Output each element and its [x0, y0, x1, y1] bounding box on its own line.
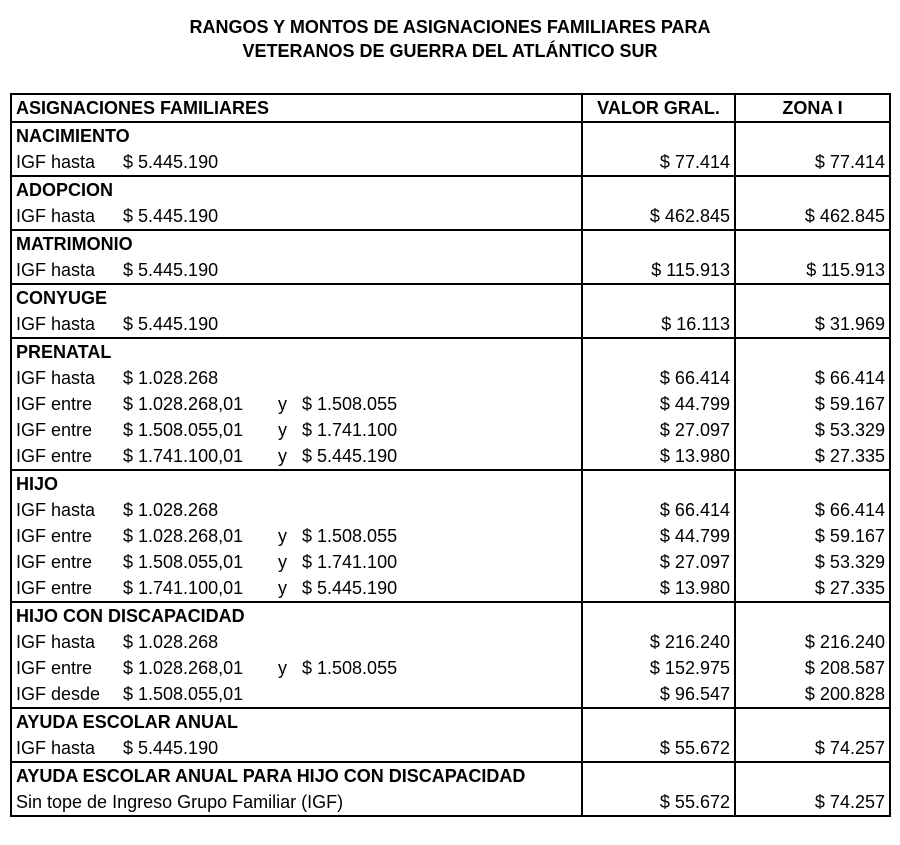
category-valor-empty: [582, 762, 735, 789]
range-cell: [11, 365, 582, 391]
category-row: [11, 176, 890, 203]
valor-gral-cell: $ 55.672: [582, 789, 735, 816]
valor-gral-cell: $ 152.975: [582, 655, 735, 681]
category-valor-empty: [582, 708, 735, 735]
range-label: IGF entre: [16, 446, 93, 466]
table-row: [11, 549, 890, 575]
range-cell: [11, 549, 582, 575]
range-to: $ 1.741.100: [302, 552, 398, 572]
range-cell: [11, 629, 582, 655]
category-row: [11, 762, 890, 789]
category-row: [11, 122, 890, 149]
range-from: $ 1.741.100,01: [123, 578, 244, 598]
category-zona-empty: [735, 230, 890, 257]
valor-gral-cell: $ 13.980: [582, 575, 735, 602]
table-row: [11, 735, 890, 762]
table-row: [11, 203, 890, 230]
category-row: [11, 470, 890, 497]
category-row: [11, 230, 890, 257]
zona-i-cell: $ 66.414: [735, 365, 890, 391]
category-row: [11, 338, 890, 365]
range-cell: [11, 735, 582, 762]
range-label: IGF hasta: [16, 206, 96, 226]
range-from: $ 1.028.268,01: [123, 394, 244, 414]
valor-gral-cell: $ 27.097: [582, 549, 735, 575]
category-zona-empty: [735, 762, 890, 789]
header-asignaciones: ASIGNACIONES FAMILIARES: [11, 94, 582, 122]
range-from: $ 1.028.268: [123, 632, 219, 652]
range-cell: [11, 789, 582, 816]
category-row: [11, 602, 890, 629]
range-from: $ 5.445.190: [123, 314, 219, 334]
range-label: IGF entre: [16, 420, 93, 440]
range-cell: [11, 497, 582, 523]
table-row: [11, 149, 890, 176]
zona-i-cell: $ 59.167: [735, 523, 890, 549]
zona-i-cell: $ 27.335: [735, 443, 890, 470]
zona-i-cell: $ 53.329: [735, 549, 890, 575]
zona-i-cell: $ 59.167: [735, 391, 890, 417]
table-row: [11, 311, 890, 338]
range-from: $ 5.445.190: [123, 206, 219, 226]
range-conjunction: y: [278, 552, 287, 572]
table-row: [11, 575, 890, 602]
range-cell: [11, 417, 582, 443]
table-row: [11, 417, 890, 443]
range-to: $ 1.741.100: [302, 420, 398, 440]
category-zona-empty: [735, 122, 890, 149]
range-label: IGF hasta: [16, 152, 96, 172]
zona-i-cell: $ 216.240: [735, 629, 890, 655]
table-row: [11, 629, 890, 655]
category-valor-empty: [582, 284, 735, 311]
range-label: IGF hasta: [16, 500, 96, 520]
range-label: IGF desde: [16, 684, 101, 704]
range-cell: [11, 149, 582, 176]
zona-i-cell: $ 115.913: [735, 257, 890, 284]
zona-i-cell: $ 77.414: [735, 149, 890, 176]
range-cell: [11, 655, 582, 681]
range-conjunction: y: [278, 446, 287, 466]
category-valor-empty: [582, 602, 735, 629]
table-row: [11, 789, 890, 816]
category-label: ADOPCION: [11, 176, 582, 203]
asignaciones-table: [10, 93, 891, 817]
zona-i-cell: $ 66.414: [735, 497, 890, 523]
range-from: $ 1.508.055,01: [123, 684, 244, 704]
zona-i-cell: $ 200.828: [735, 681, 890, 708]
valor-gral-cell: $ 55.672: [582, 735, 735, 762]
valor-gral-cell: $ 115.913: [582, 257, 735, 284]
zona-i-cell: $ 53.329: [735, 417, 890, 443]
range-label: Sin tope de Ingreso Grupo Familiar (IGF): [16, 792, 344, 812]
category-valor-empty: [582, 176, 735, 203]
valor-gral-cell: $ 44.799: [582, 391, 735, 417]
range-cell: [11, 523, 582, 549]
valor-gral-cell: $ 13.980: [582, 443, 735, 470]
category-valor-empty: [582, 338, 735, 365]
range-cell: [11, 203, 582, 230]
range-cell: [11, 311, 582, 338]
page-title-line-2: VETERANOS DE GUERRA DEL ATLÁNTICO SUR: [242, 41, 658, 61]
category-label: HIJO CON DISCAPACIDAD: [11, 602, 582, 629]
range-to: $ 1.508.055: [302, 526, 398, 546]
category-label: AYUDA ESCOLAR ANUAL PARA HIJO CON DISCAPACIDAD: [11, 762, 582, 789]
zona-i-cell: $ 31.969: [735, 311, 890, 338]
range-conjunction: y: [278, 578, 287, 598]
range-from: $ 1.508.055,01: [123, 420, 244, 440]
range-label: IGF entre: [16, 394, 93, 414]
range-cell: [11, 681, 582, 708]
range-conjunction: y: [278, 420, 287, 440]
table-row: [11, 523, 890, 549]
category-valor-empty: [582, 230, 735, 257]
category-label: AYUDA ESCOLAR ANUAL: [11, 708, 582, 735]
range-label: IGF hasta: [16, 632, 96, 652]
range-from: $ 1.028.268,01: [123, 526, 244, 546]
range-label: IGF entre: [16, 578, 93, 598]
valor-gral-cell: $ 462.845: [582, 203, 735, 230]
range-from: $ 5.445.190: [123, 738, 219, 758]
zona-i-cell: $ 208.587: [735, 655, 890, 681]
range-to: $ 1.508.055: [302, 394, 398, 414]
header-zona-i: ZONA I: [735, 94, 890, 122]
page-title-line-1: RANGOS Y MONTOS DE ASIGNACIONES FAMILIARES PARA: [189, 17, 711, 37]
zona-i-cell: $ 74.257: [735, 735, 890, 762]
range-label: IGF entre: [16, 526, 93, 546]
range-label: IGF hasta: [16, 260, 96, 280]
range-from: $ 5.445.190: [123, 152, 219, 172]
category-zona-empty: [735, 176, 890, 203]
table-row: [11, 655, 890, 681]
category-label: HIJO: [11, 470, 582, 497]
range-from: $ 1.028.268: [123, 500, 219, 520]
table-row: [11, 365, 890, 391]
range-cell: [11, 443, 582, 470]
header-valor-gral: VALOR GRAL.: [582, 94, 735, 122]
category-label: PRENATAL: [11, 338, 582, 365]
zona-i-cell: $ 462.845: [735, 203, 890, 230]
range-from: $ 1.028.268: [123, 368, 219, 388]
valor-gral-cell: $ 16.113: [582, 311, 735, 338]
category-zona-empty: [735, 470, 890, 497]
category-zona-empty: [735, 602, 890, 629]
valor-gral-cell: $ 66.414: [582, 497, 735, 523]
valor-gral-cell: $ 66.414: [582, 365, 735, 391]
table-row: [11, 681, 890, 708]
valor-gral-cell: $ 96.547: [582, 681, 735, 708]
category-label: CONYUGE: [11, 284, 582, 311]
category-row: [11, 284, 890, 311]
range-label: IGF entre: [16, 658, 93, 678]
range-to: $ 5.445.190: [302, 446, 398, 466]
range-label: IGF entre: [16, 552, 93, 572]
range-label: IGF hasta: [16, 368, 96, 388]
category-row: [11, 708, 890, 735]
range-to: $ 5.445.190: [302, 578, 398, 598]
table-header-row: [11, 94, 890, 122]
range-cell: [11, 575, 582, 602]
range-label: IGF hasta: [16, 738, 96, 758]
valor-gral-cell: $ 77.414: [582, 149, 735, 176]
valor-gral-cell: $ 44.799: [582, 523, 735, 549]
table-row: [11, 257, 890, 284]
range-label: IGF hasta: [16, 314, 96, 334]
category-zona-empty: [735, 338, 890, 365]
category-label: MATRIMONIO: [11, 230, 582, 257]
category-valor-empty: [582, 470, 735, 497]
valor-gral-cell: $ 27.097: [582, 417, 735, 443]
table-row: [11, 391, 890, 417]
range-conjunction: y: [278, 658, 287, 678]
range-conjunction: y: [278, 394, 287, 414]
range-conjunction: y: [278, 526, 287, 546]
table-body: [11, 122, 890, 816]
range-from: $ 1.028.268,01: [123, 658, 244, 678]
zona-i-cell: $ 74.257: [735, 789, 890, 816]
category-zona-empty: [735, 284, 890, 311]
range-cell: [11, 257, 582, 284]
range-cell: [11, 391, 582, 417]
range-from: $ 1.508.055,01: [123, 552, 244, 572]
table-row: [11, 497, 890, 523]
range-from: $ 1.741.100,01: [123, 446, 244, 466]
valor-gral-cell: $ 216.240: [582, 629, 735, 655]
category-valor-empty: [582, 122, 735, 149]
range-to: $ 1.508.055: [302, 658, 398, 678]
range-from: $ 5.445.190: [123, 260, 219, 280]
category-label: NACIMIENTO: [11, 122, 582, 149]
zona-i-cell: $ 27.335: [735, 575, 890, 602]
table-row: [11, 443, 890, 470]
category-zona-empty: [735, 708, 890, 735]
